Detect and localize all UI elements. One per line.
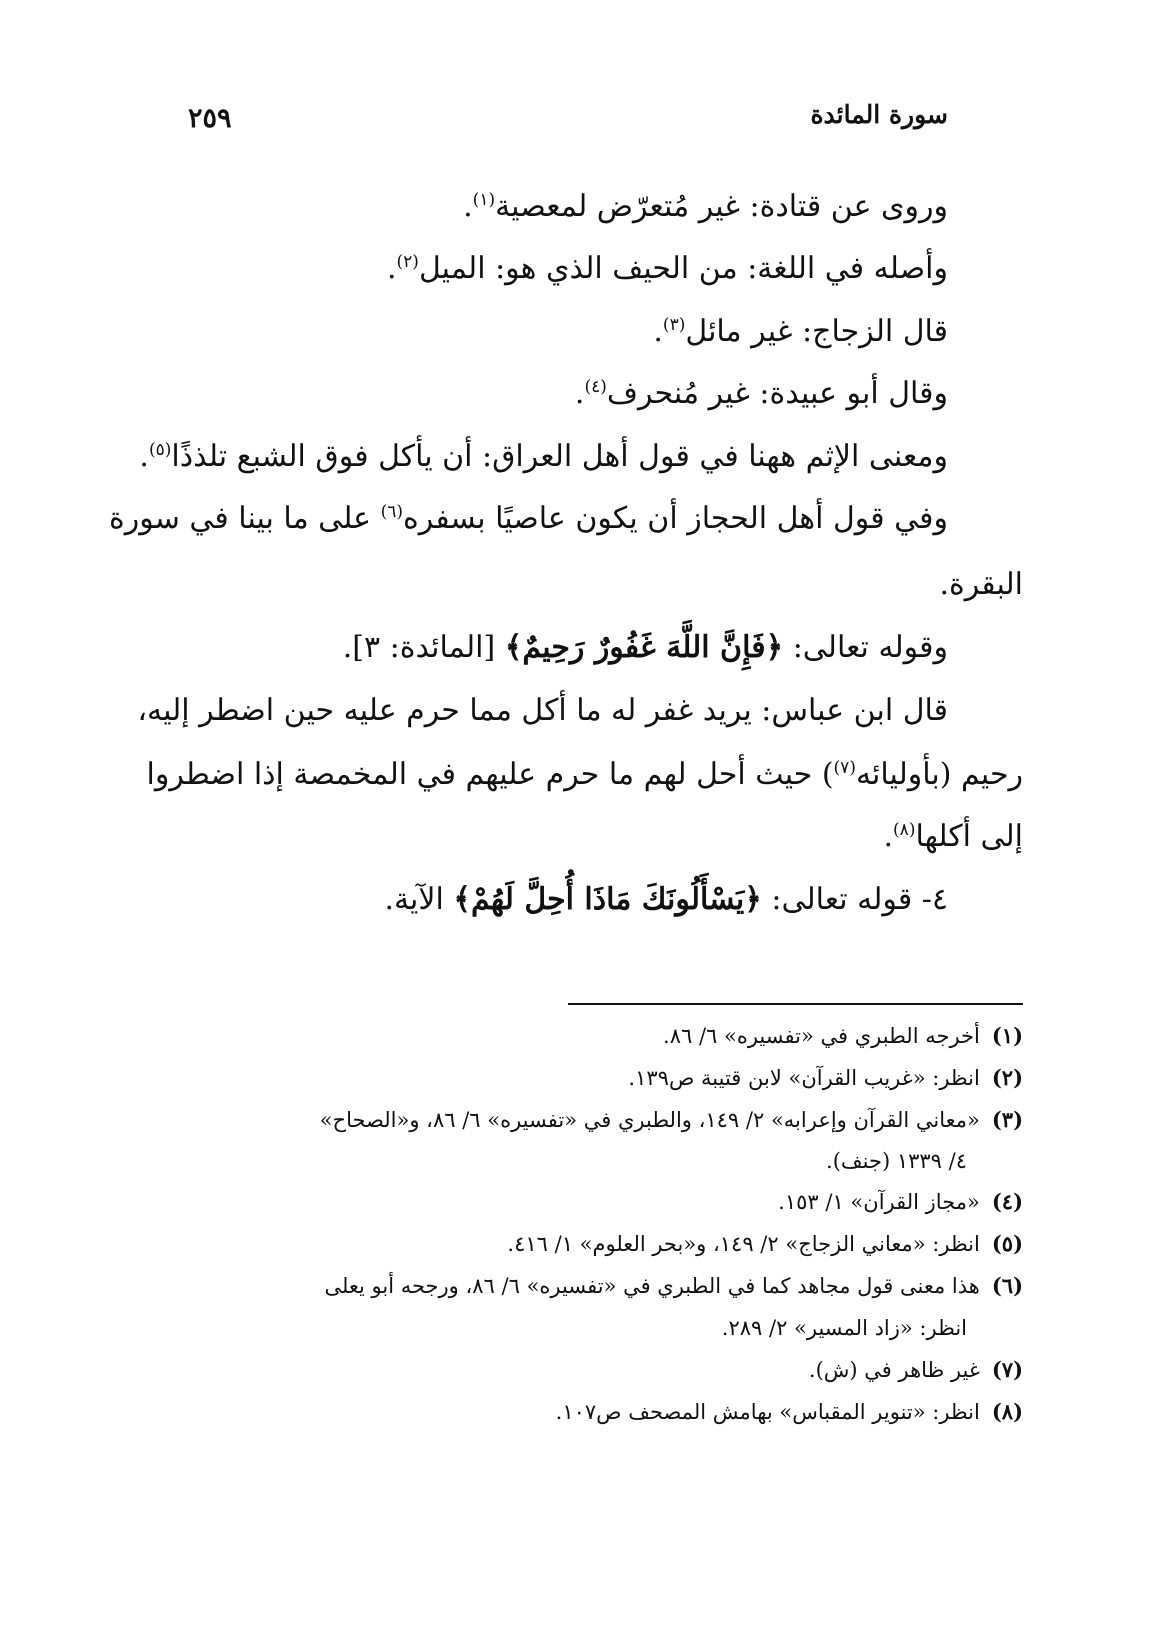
footnote-number: (٤) (991, 1189, 1023, 1214)
body-line-tail: . (386, 251, 397, 286)
body-line-tail: الآية. (384, 882, 454, 917)
body-line-7 (130, 562, 1023, 608)
body-line-3 (140, 309, 948, 355)
footnote-1 (120, 1018, 1023, 1054)
footnote-text: أخرجه الطبري في «تفسيره» ٦/ ٨٦. (663, 1024, 980, 1048)
body-line-10 (130, 752, 1023, 798)
footnote-ref-1[interactable]: (١) (472, 190, 496, 210)
body-line-11 (130, 814, 1023, 860)
footnote-ref-4[interactable]: (٤) (584, 377, 607, 397)
footnote-text: «مجاز القرآن» ١/ ١٥٣. (778, 1190, 980, 1214)
running-header-title: سورة المائدة (810, 100, 948, 129)
page-number: ٢٥٩ (188, 103, 232, 134)
footnote-separator (568, 1003, 1023, 1005)
footnote-number: (٦) (991, 1273, 1023, 1298)
quran-verse: ﴿فَإِنَّ اللَّهَ غَفُورٌ رَحِيمٌ﴾ (504, 630, 784, 665)
body-line-tail: . (653, 314, 663, 349)
footnote-ref-6[interactable]: (٦) (380, 502, 403, 522)
footnote-text: ٤/ ١٣٣٩ (جنف). (826, 1149, 967, 1173)
footnote-text: انظر: «زاد المسير» ٢/ ٢٨٩. (721, 1316, 967, 1340)
body-line-4 (140, 371, 948, 417)
body-line-tail: . (139, 439, 149, 474)
body-line-tail: ) حيث أحل لهم ما حرم عليهم في المخمصة إذا اضطروا (146, 757, 834, 792)
body-line-12 (140, 877, 948, 923)
footnote-ref-7[interactable]: (٧) (833, 758, 856, 778)
body-line-tail: . (463, 189, 473, 224)
footnote-text: «معاني القرآن وإعرابه» ٢/ ١٤٩، والطبري في «تفسيره» ٦/ ٨٦، و«الصحاح» (319, 1108, 980, 1132)
footnote-text: غير ظاهر في (ش). (808, 1358, 980, 1382)
footnote-text: انظر: «تنوير المقباس» بهامش المصحف ص١٠٧. (555, 1400, 980, 1424)
body-line-6 (109, 496, 948, 542)
body-line-tail: . (883, 819, 894, 854)
body-line-tail: . (574, 376, 585, 411)
footnote-6-continuation (130, 1310, 967, 1346)
footnote-number: (٥) (991, 1231, 1023, 1256)
body-line-text: وروى عن قتادة: غير مُتعرّض لمعصية (495, 189, 948, 224)
footnote-ref-2[interactable]: (٢) (396, 252, 419, 272)
body-line-text: وفي قول أهل الحجاز أن يكون عاصيًا بسفره (402, 501, 948, 536)
body-line-9 (137, 688, 948, 734)
body-line-text: ٤- قوله تعالى: (761, 882, 948, 917)
footnote-number: (٨) (991, 1399, 1023, 1424)
body-line-8 (140, 625, 948, 671)
body-line-text: رحيم (بأوليائه (855, 757, 1023, 792)
footnote-8 (120, 1394, 1023, 1430)
body-line-text: قال ابن عباس: يريد غفر له ما أكل مما حرم عليه حين اضطر إليه، (137, 693, 948, 728)
footnote-number: (١) (991, 1023, 1023, 1048)
body-line-text: وقوله تعالى: (783, 630, 948, 665)
body-line-text: قال الزجاج: غير مائل (685, 314, 948, 349)
footnote-3-continuation (130, 1143, 967, 1179)
body-line-tail: على ما بينا في سورة (109, 501, 381, 536)
body-line-text: وقال أبو عبيدة: غير مُنحرف (606, 376, 948, 411)
footnote-text: انظر: «معاني الزجاج» ٢/ ١٤٩، و«بحر العلوم» ١/ ٤١٦. (507, 1232, 980, 1256)
footnote-number: (٢) (991, 1065, 1023, 1090)
verse-reference: [المائدة: ٣]. (342, 630, 505, 665)
body-line-text: وأصله في اللغة: من الحيف الذي هو: الميل (418, 251, 948, 286)
body-line-2 (140, 246, 948, 292)
footnote-2 (120, 1060, 1023, 1096)
footnote-text: هذا معنى قول مجاهد كما في الطبري في «تفسيره» ٦/ ٨٦، ورجحه أبو يعلى (324, 1274, 980, 1298)
footnote-ref-5[interactable]: (٥) (148, 440, 172, 460)
body-line-text: إلى أكلها (915, 819, 1023, 854)
footnote-number: (٣) (991, 1107, 1023, 1132)
body-line-text: ومعنى الإثم ههنا في قول أهل العراق: أن يأكل فوق الشبع تلذذًا (171, 439, 948, 474)
footnote-number: (٧) (991, 1357, 1023, 1382)
body-line-text: البقرة. (939, 567, 1023, 602)
footnote-ref-3[interactable]: (٣) (662, 315, 686, 335)
footnote-6 (120, 1268, 1023, 1304)
footnote-5 (120, 1226, 1023, 1262)
body-line-1 (140, 184, 948, 230)
body-line-5 (140, 434, 948, 480)
footnote-4 (120, 1184, 1023, 1220)
footnote-ref-8[interactable]: (٨) (893, 820, 916, 840)
footnote-7 (120, 1352, 1023, 1388)
footnote-text: انظر: «غريب القرآن» لابن قتيبة ص١٣٩. (628, 1066, 980, 1090)
quran-verse: ﴿يَسْأَلُونَكَ مَاذَا أُحِلَّ لَهُمْ﴾ (453, 882, 762, 917)
footnote-3 (120, 1102, 1023, 1138)
